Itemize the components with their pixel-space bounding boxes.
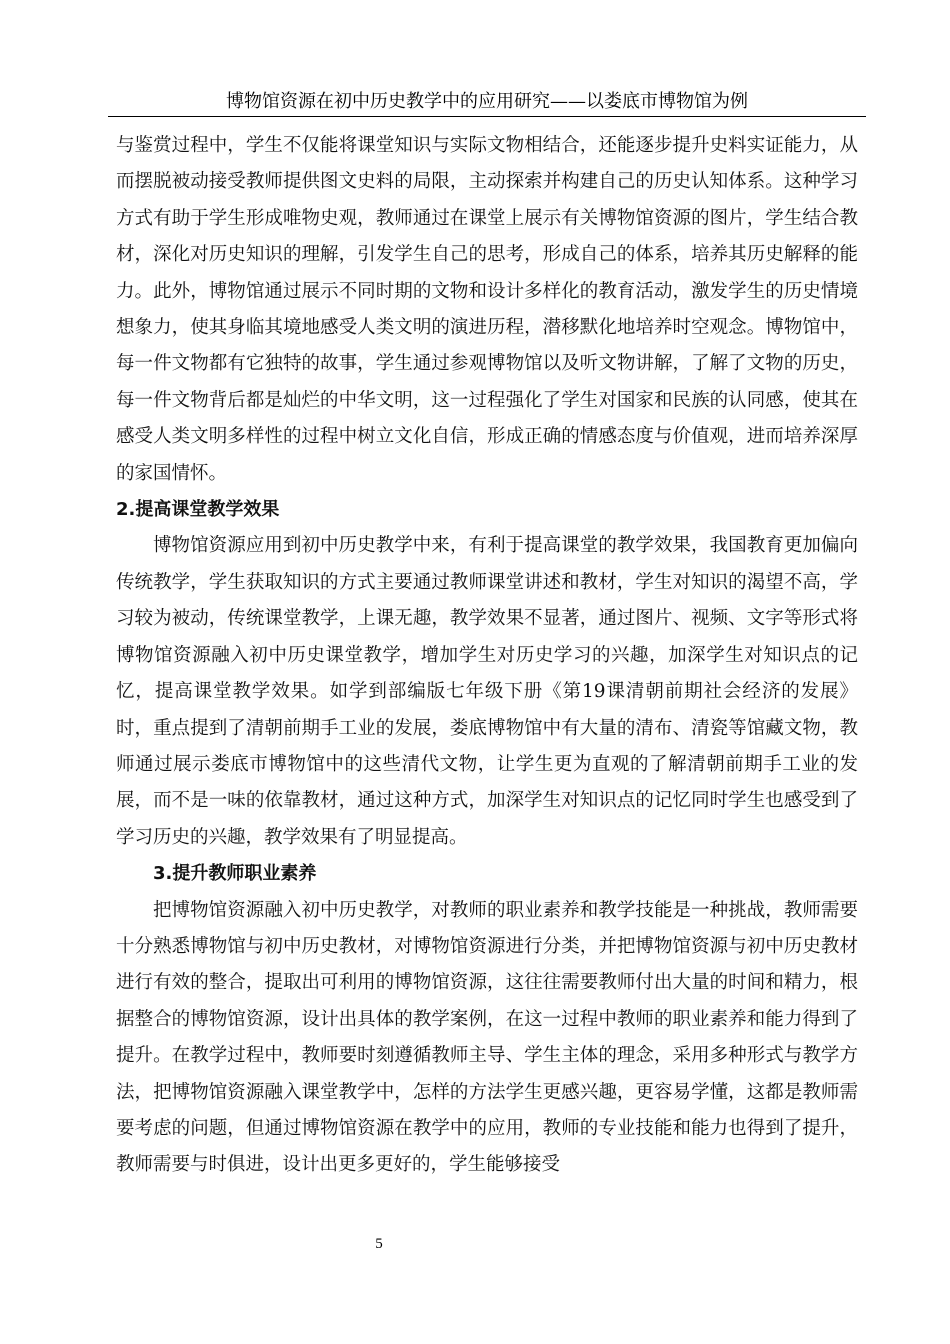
paragraph-continued: 与鉴赏过程中，学生不仅能将课堂知识与实际文物相结合，还能逐步提升史料实证能力，从而摆脱被动接受教师提供图文史料的局限，主动探索并构建自己的历史认知体系。这种学习方式有助于学生形成唯物史观，教师通过在课堂上展示有关博物馆资源的图片，学生结合教材，深化对历史知识的理解，引发学生自己的思考，形成自己的体系，培养其历史解释的能力。此外，博物馆通过展示不同时期的文物和设计多样化的教育活动，激发学生的历史情境想象力，使其身临其境地感受人类文明的演进历程，潜移默化地培养时空观念。博物馆中，每一件文物都有它独特的故事，学生通过参观博物馆以及听文物讲解，了解了文物的历史，每一件文物背后都是灿烂的中华文明，这一过程强化了学生对国家和民族的认同感，使其在感受人类文明多样性的过程中树立文化自信，形成正确的情感态度与价值观，进而培养深厚的家国情怀。 [116, 135, 858, 484]
paragraph-2: 博物馆资源应用到初中历史教学中来，有利于提高课堂的教学效果，我国教育更加偏向传统教学，学生获取知识的方式主要通过教师课堂讲述和教材，学生对知识的渴望不高，学习较为被动，传统课堂教学，上课无趣，教学效果不显著，通过图片、视频、文字等形式将博物馆资源融入初中历史课堂教学，增加学生对历史学习的兴趣，加深学生对知识点的记忆，提高课堂教学效果。如学到部编版七年级下册《第19课清朝前期社会经济的发展》时，重点提到了清朝前期手工业的发展，娄底博物馆中有大量的清布、清瓷等馆藏文物，教师通过展示娄底市博物馆中的这些清代文物，让学生更为直观的了解清朝前期手工业的发展，而不是一味的依靠教材，通过这种方式，加深学生对知识点的记忆同时学生也感受到了学习历史的兴趣，教学效果有了明显提高。 [116, 535, 858, 848]
running-header: 博物馆资源在初中历史教学中的应用研究——以娄底市博物馆为例 [226, 91, 748, 112]
section-heading-3: 3.提升教师职业素养 [153, 863, 317, 885]
paragraph-3: 把博物馆资源融入初中历史教学，对教师的职业素养和教学技能是一种挑战，教师需要十分熟悉博物馆与初中历史教材，对博物馆资源进行分类，并把博物馆资源与初中历史教材进行有效的整合，提取出可利用的博物馆资源，这往往需要教师付出大量的时间和精力，根据整合的博物馆资源，设计出具体的教学案例，在这一过程中教师的职业素养和能力得到了提升。在教学过程中，教师要时刻遵循教师主导、学生主体的理念，采用多种形式与教学方法，把博物馆资源融入课堂教学中，怎样的方法学生更感兴趣，更容易学懂，这都是教师需要考虑的问题，但通过博物馆资源在教学中的应用，教师的专业技能和能力也得到了提升，教师需要与时俱进，设计出更多更好的，学生能够接受 [116, 899, 858, 1176]
page-number: 5 [375, 1236, 383, 1252]
body-text [116, 128, 858, 1184]
section-heading-2: 2.提高课堂教学效果 [116, 499, 280, 521]
header-rule [108, 116, 866, 117]
